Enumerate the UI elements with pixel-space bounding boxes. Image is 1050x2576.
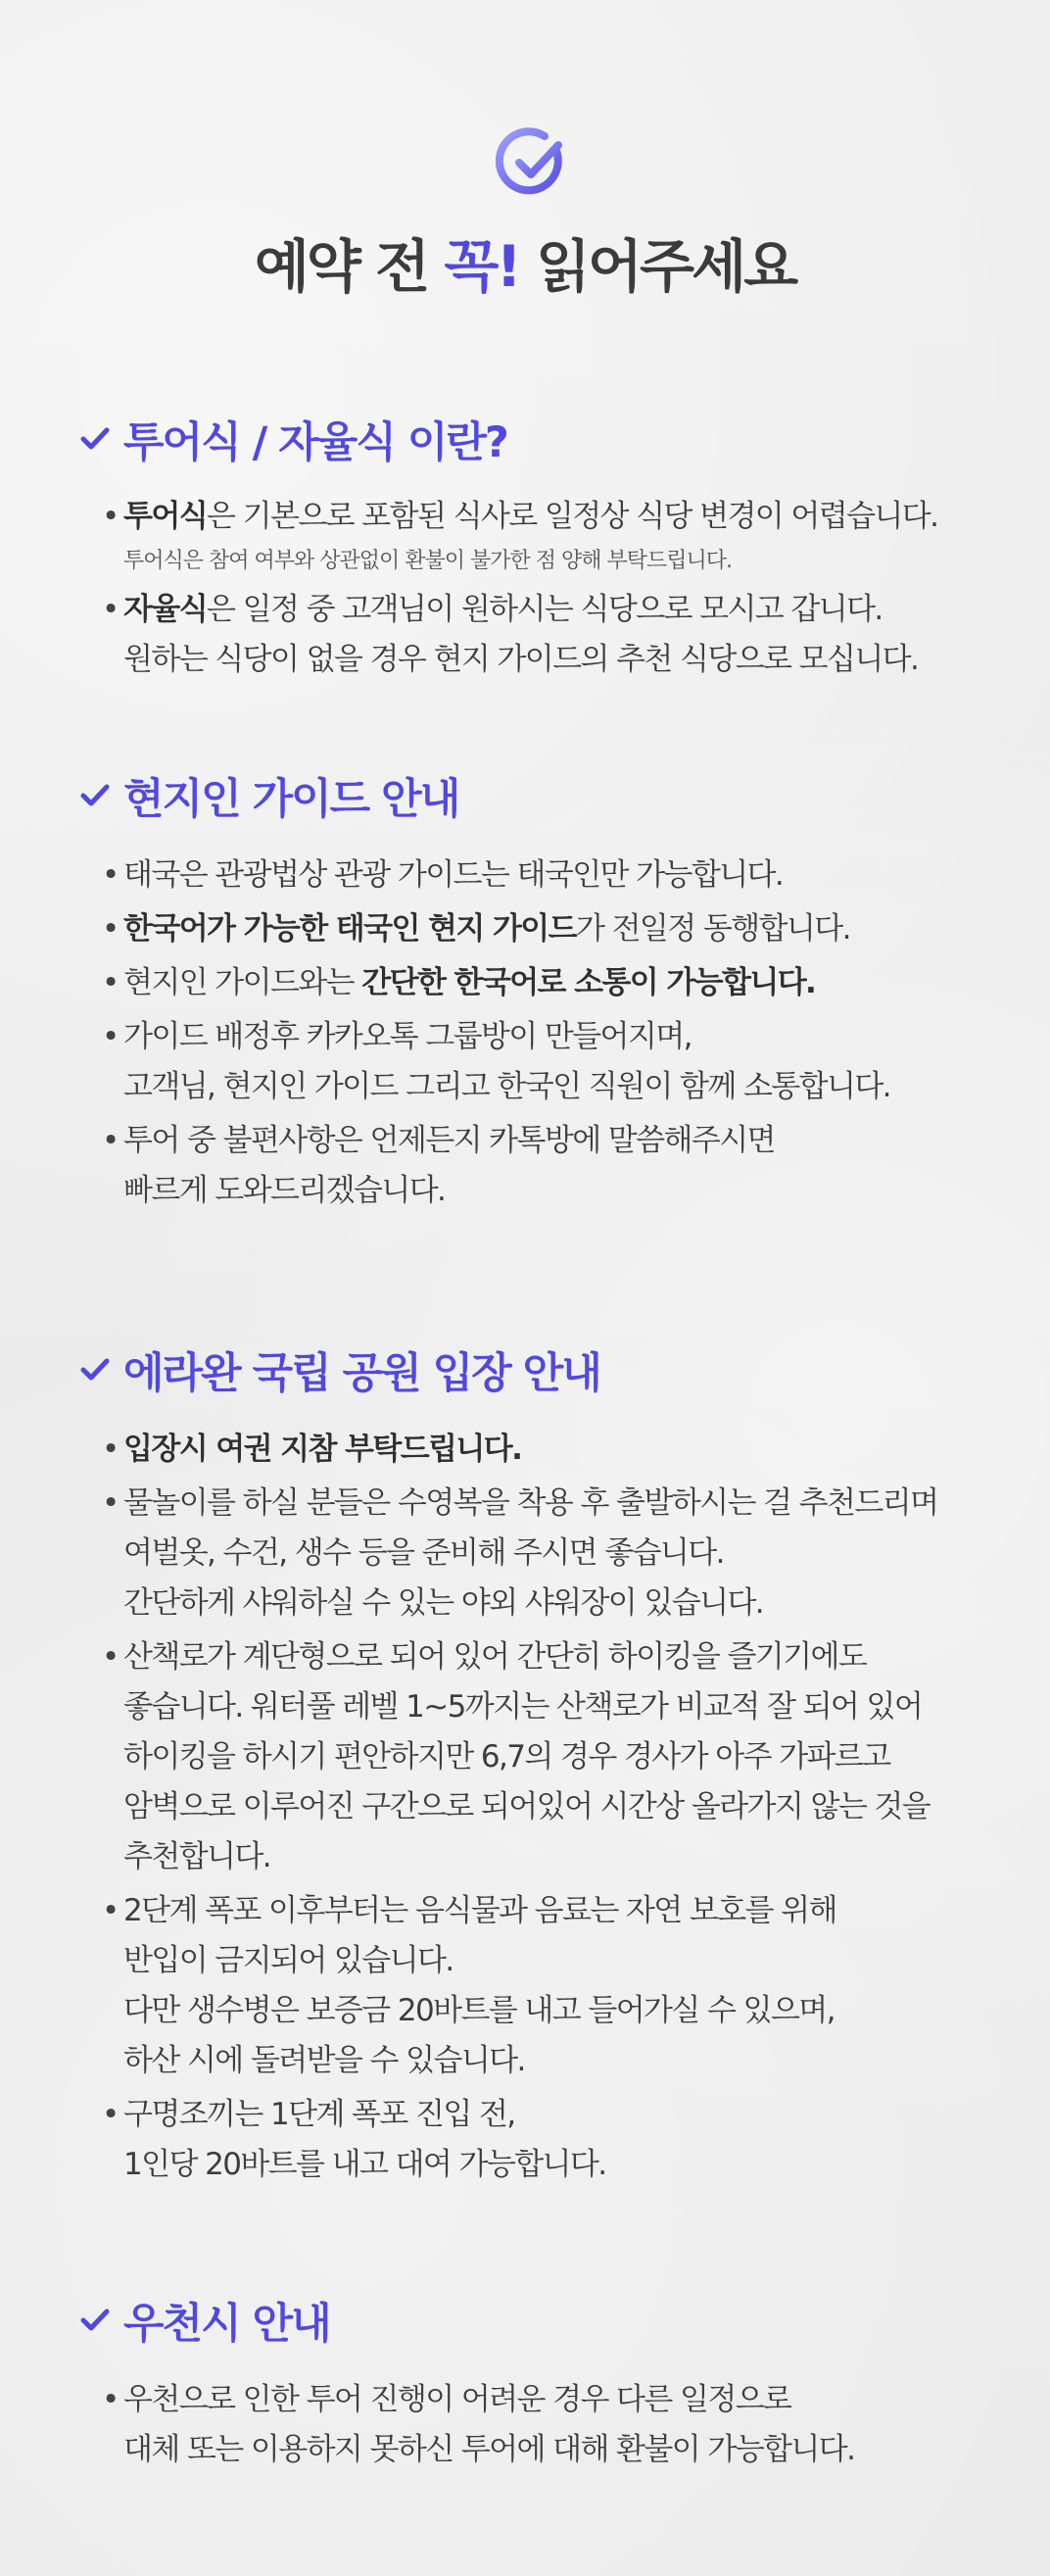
list-item: • 태국은 관광법상 관광 가이드는 태국인만 가능합니다.	[80, 851, 1001, 900]
item-text-line2: 고객님, 현지인 가이드 그리고 한국인 직원이 함께 소통합니다.	[123, 1069, 890, 1104]
section-meal-types	[80, 408, 1001, 685]
list-item: • 물놀이를 하실 분들은 수영복을 착용 후 출발하시는 걸 추천드리며 여벌옷, 수건, 생수 등을 준비해 주시면 좋습니다. 간단하게 샤워하실 수 있는 야외 샤워장이 있습니다.	[80, 1479, 1001, 1628]
list-item: • 자율식은 일정 중 고객님이 원하시는 식당으로 모시고 갑니다. 원하는 식당이 없을 경우 현지 가이드의 추천 식당으로 모십니다.	[80, 585, 1001, 685]
item-text-line2: 빠르게 도와드리겠습니다.	[123, 1173, 446, 1208]
item-text-line3: 하이킹을 하시기 편안하지만 6,7의 경우 경사가 아주 가파르고	[123, 1739, 890, 1774]
item-text: 현지인 가이드와는	[123, 965, 362, 1000]
bold-text: 한국어가 가능한 태국인 현지 가이드	[123, 911, 576, 947]
bullet-list	[80, 492, 1001, 685]
section-title: 현지인 가이드 안내	[123, 774, 459, 824]
title-post: 읽어주세요	[518, 233, 796, 300]
item-text: 가 전일정 동행합니다.	[575, 911, 850, 947]
list-item: • 투어식은 기본으로 포함된 식사로 일정상 식당 변경이 어렵습니다. 투어식은 참여 여부와 상관없이 환불이 불가한 점 양해 부탁드립니다.	[80, 492, 1001, 581]
bold-text: 입장시 여권 지참 부탁드립니다.	[123, 1432, 522, 1467]
bullet-list	[80, 1425, 1001, 2190]
checkmark-icon	[80, 2306, 110, 2335]
bold-text: 간단한 한국어로 소통이 가능합니다.	[361, 965, 816, 1000]
section-header	[80, 2289, 1001, 2352]
item-text-line2: 여벌옷, 수건, 생수 등을 준비해 주시면 좋습니다.	[123, 1535, 724, 1571]
title-pre: 예약 전	[254, 233, 445, 300]
title-accent: 꼭!	[444, 233, 519, 300]
section-rain-policy	[80, 2289, 1001, 2475]
item-text: 우천으로 인한 투어 진행이 어려운 경우 다른 일정으로	[123, 2382, 791, 2417]
checkmark-icon	[80, 781, 110, 810]
list-item: • 우천으로 인한 투어 진행이 어려운 경우 다른 일정으로 대체 또는 이용하지 못하신 투어에 대해 환불이 가능합니다.	[80, 2375, 1001, 2475]
item-text: 산책로가 계단형으로 되어 있어 간단히 하이킹을 즐기기에도	[123, 1639, 867, 1675]
item-text-line2: 대체 또는 이용하지 못하신 투어에 대해 환불이 가능합니다.	[123, 2432, 855, 2467]
list-item: • 한국어가 가능한 태국인 현지 가이드가 전일정 동행합니다.	[102, 911, 850, 947]
section-title: 에라완 국립 공원 입장 안내	[123, 1348, 600, 1398]
item-text-line3: 간단하게 샤워하실 수 있는 야외 샤워장이 있습니다.	[123, 1585, 764, 1621]
item-text: 태국은 관광법상 관광 가이드는 태국인만 가능합니다.	[123, 857, 784, 893]
item-note: 투어식은 참여 여부와 상관없이 환불이 불가한 점 양해 부탁드립니다.	[123, 549, 732, 573]
list-item: • 산책로가 계단형으로 되어 있어 간단히 하이킹을 즐기기에도 좋습니다. 워터풀 레벨 1~5까지는 산책로가 비교적 잘 되어 있어 하이킹을 하시기 편안하지만 6,7의 경우 경사가 아주 가파르고 암벽으로 이루어진 구간으로 되어있어 시간상 올라가지 않는 것을 추천합니다.	[80, 1632, 1001, 1882]
item-text: 물놀이를 하실 분들은 수영복을 착용 후 출발하시는 걸 추천드리며	[123, 1485, 938, 1521]
bold-text: 투어식	[123, 499, 208, 534]
list-item: • 가이드 배정후 카카오톡 그룹방이 만들어지며, 고객님, 현지인 가이드 그리고 한국인 직원이 함께 소통합니다.	[80, 1012, 1001, 1112]
item-text-line2: 1인당 20바트를 내고 대여 가능합니다.	[123, 2147, 606, 2182]
list-item: • 입장시 여권 지참 부탁드립니다.	[102, 1432, 522, 1467]
item-text: 은 기본으로 포함된 식사로 일정상 식당 변경이 어렵습니다.	[207, 499, 938, 534]
bullet-list	[80, 2375, 1001, 2475]
item-text: 구명조끼는 1단계 폭포 진입 전,	[123, 2097, 515, 2132]
section-title: 투어식 / 자율식 이란?	[123, 417, 507, 467]
item-text: 가이드 배정후 카카오톡 그룹방이 만들어지며,	[123, 1019, 692, 1054]
item-text: 투어 중 불편사항은 언제든지 카톡방에 말씀해주시면	[123, 1123, 775, 1158]
list-item: • 구명조끼는 1단계 폭포 진입 전, 1인당 20바트를 내고 대여 가능합니다.	[80, 2090, 1001, 2190]
item-text-line2: 원하는 식당이 없을 경우 현지 가이드의 추천 식당으로 모십니다.	[123, 642, 919, 677]
section-local-guide	[80, 764, 1001, 1216]
item-text: 2단계 폭포 이후부터는 음식물과 음료는 자연 보호를 위해	[123, 1893, 836, 1928]
page-title	[0, 227, 1050, 306]
item-text-line2: 좋습니다. 워터풀 레벨 1~5까지는 산책로가 비교적 잘 되어 있어	[123, 1689, 923, 1725]
bold-text: 자율식	[123, 592, 208, 627]
section-title: 우천시 안내	[123, 2299, 330, 2349]
item-text-line3: 다만 생수병은 보증금 20바트를 내고 들어가실 수 있으며,	[123, 1993, 835, 2028]
item-text-line2: 반입이 금지되어 있습니다.	[123, 1943, 453, 1978]
item-text-line4: 암벽으로 이루어진 구간으로 되어있어 시간상 올라가지 않는 것을	[123, 1789, 931, 1824]
item-text-line5: 추천합니다.	[123, 1839, 270, 1874]
section-header	[80, 408, 1001, 470]
list-item: • 2단계 폭포 이후부터는 음식물과 음료는 자연 보호를 위해 반입이 금지되어 있습니다. 다만 생수병은 보증금 20바트를 내고 들어가실 수 있으며, 하산 시에 돌려받을 수 있습니다.	[80, 1886, 1001, 2086]
check-circle-icon	[496, 125, 570, 200]
checkmark-icon	[80, 424, 110, 454]
item-text-line4: 하산 시에 돌려받을 수 있습니다.	[123, 2043, 525, 2078]
section-erawan-park	[80, 1338, 1001, 2190]
section-header	[80, 764, 1001, 827]
list-item: • 현지인 가이드와는 간단한 한국어로 소통이 가능합니다.	[102, 965, 816, 1000]
item-text: 은 일정 중 고객님이 원하시는 식당으로 모시고 갑니다.	[207, 592, 883, 627]
checkmark-icon	[80, 1355, 110, 1385]
list-item: • 투어 중 불편사항은 언제든지 카톡방에 말씀해주시면 빠르게 도와드리겠습니다.	[80, 1116, 1001, 1216]
bullet-list	[80, 851, 1001, 1216]
section-header	[80, 1338, 1001, 1401]
